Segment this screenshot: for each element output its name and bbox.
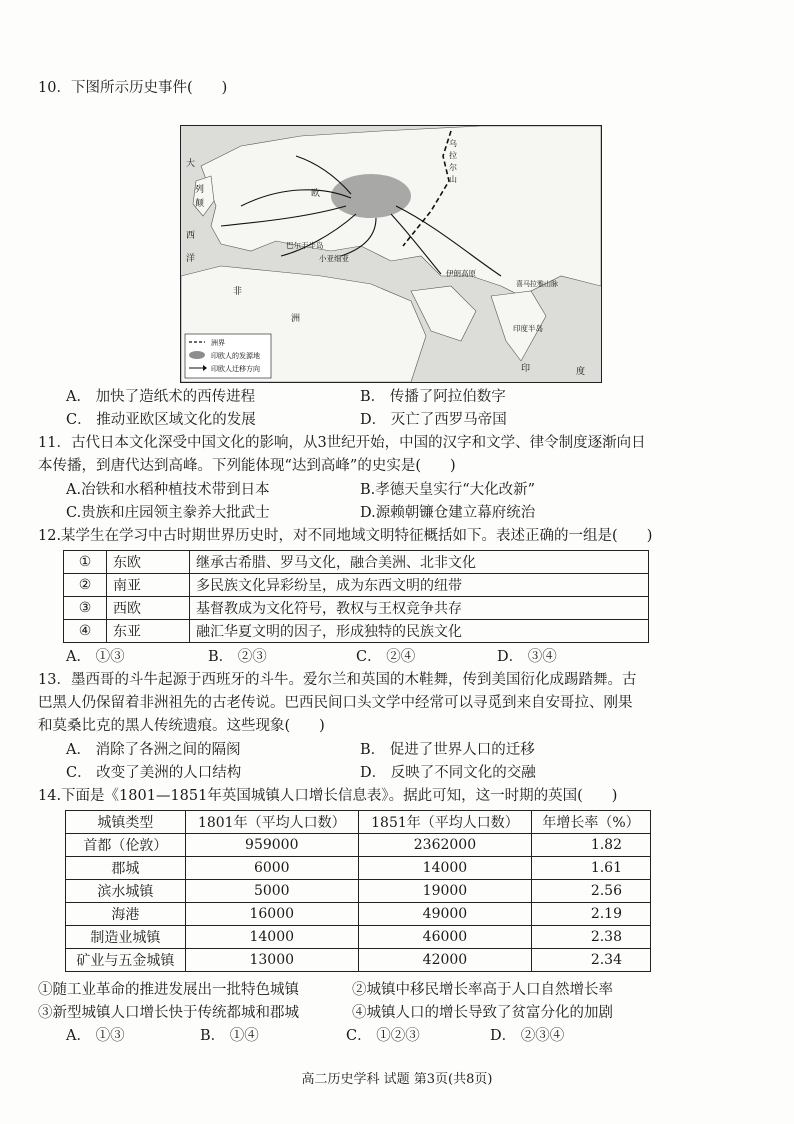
q10-option-d[interactable]: D． 灭亡了西罗马帝国 (360, 412, 507, 428)
q14-cell-type: 矿业与五金城镇 (66, 949, 186, 972)
q14-cell-1801: 5000 (185, 880, 358, 903)
legend-migration: 印欧人迁移方向 (211, 365, 260, 373)
q14-statement-1: ①随工业革命的推进发展出一批特色城镇 (38, 982, 299, 998)
q12-cell-region: 东亚 (107, 620, 190, 643)
q14-table (65, 810, 651, 972)
q12-cell-region: 西欧 (107, 597, 190, 620)
q14-header: 1851年（平均人口数） (358, 811, 531, 834)
q12-stem: 12.某学生在学习中古时期世界历史时，对不同地域文明特征概括如下。表述正确的一组是( ) (38, 528, 653, 544)
q14-cell-type: 郡城 (66, 857, 186, 880)
q14-cell-type: 制造业城镇 (66, 926, 186, 949)
map-label-yin: 印 (521, 364, 531, 374)
q12-cell-desc: 基督教成为文化符号，教权与王权竞争共存 (190, 597, 649, 620)
q12-cell-num: ② (64, 574, 107, 597)
table-row (64, 597, 649, 620)
q12-table (63, 550, 649, 643)
q14-statement-3: ③新型城镇人口增长快于传统都城和郡城 (38, 1005, 299, 1021)
table-row (64, 551, 649, 574)
q11-option-c[interactable]: C.贵族和庄园领主豢养大批武士 (66, 505, 270, 521)
q12-cell-desc: 融汇华夏文明的因子，形成独特的民族文化 (190, 620, 649, 643)
legend-swatch-homeland (189, 351, 205, 359)
q14-cell-1801: 13000 (185, 949, 358, 972)
q14-cell-rate: 2.38 (532, 926, 651, 949)
map-label-zhou: 洲 (291, 314, 301, 324)
q13-option-c[interactable]: C． 改变了美洲的人口结构 (66, 765, 242, 781)
table-row (66, 926, 651, 949)
q12-cell-num: ① (64, 551, 107, 574)
q14-cell-type: 滨水城镇 (66, 880, 186, 903)
q14-statement-2: ②城镇中移民增长率高于人口自然增长率 (352, 982, 613, 998)
q10-stem: 10．下图所示历史事件( ) (38, 80, 228, 96)
q14-cell-1801: 6000 (185, 857, 358, 880)
q14-cell-1801: 14000 (185, 926, 358, 949)
q12-cell-region: 东欧 (107, 551, 190, 574)
q14-cell-1851: 49000 (358, 903, 531, 926)
q10-option-c[interactable]: C． 推动亚欧区域文化的发展 (66, 412, 256, 428)
q14-cell-type: 首都（伦敦） (66, 834, 186, 857)
legend-homeland: 印欧人的发源地 (211, 352, 260, 360)
q12-cell-desc: 多民族文化异彩纷呈，成为东西文明的纽带 (190, 574, 649, 597)
table-row (66, 834, 651, 857)
q13-option-d[interactable]: D． 反映了不同文化的交融 (360, 765, 536, 781)
q14-option-b[interactable]: B． ①④ (200, 1028, 259, 1044)
map-label-ural-1: 乌 (449, 139, 457, 148)
table-row (66, 949, 651, 972)
table-row (66, 880, 651, 903)
q10-option-a[interactable]: A． 加快了造纸术的西传进程 (66, 389, 256, 405)
q12-cell-region: 南亚 (107, 574, 190, 597)
map-label-yang: 洋 (186, 254, 196, 264)
q12-cell-num: ④ (64, 620, 107, 643)
q13-stem-line3: 和莫桑比克的黑人传统遗痕。这些现象( ) (38, 718, 325, 734)
map-label-du: 度 (576, 367, 586, 377)
q14-statement-4: ④城镇人口的增长导致了贫富分化的加剧 (352, 1005, 613, 1021)
q11-stem-line2: 本传播，到唐代达到高峰。下列能体现“达到高峰”的史实是( ) (38, 458, 456, 474)
q12-cell-desc: 继承古希腊、罗马文化，融合美洲、北非文化 (190, 551, 649, 574)
q11-option-b[interactable]: B.孝德天皇实行“大化改新” (360, 482, 536, 498)
q14-cell-1801: 959000 (185, 834, 358, 857)
map-label-ural-2: 拉 (449, 151, 457, 160)
q14-cell-1851: 42000 (358, 949, 531, 972)
q14-cell-rate: 2.19 (532, 903, 651, 926)
q14-stem: 14.下面是《1801—1851年英国城镇人口增长信息表》。据此可知，这一时期的英国( ) (38, 788, 618, 804)
map-label-xi: 西 (186, 231, 196, 241)
migration-map (180, 125, 602, 383)
q13-stem-line2: 巴黑人仍保留着非洲祖先的古老传说。巴西民间口头文学中经常可以寻觅到来自安哥拉、刚果 (38, 695, 633, 711)
q12-option-a[interactable]: A． ①③ (66, 649, 125, 665)
q14-cell-1801: 16000 (185, 903, 358, 926)
map-label-ou: 欧 (311, 189, 321, 199)
q14-cell-type: 海港 (66, 903, 186, 926)
map-legend (185, 334, 271, 378)
map-label-ural-4: 山 (449, 175, 457, 184)
q12-cell-num: ③ (64, 597, 107, 620)
q11-option-a[interactable]: A.冶铁和水稻种植技术带到日本 (66, 482, 270, 498)
table-row (66, 857, 651, 880)
table-row (66, 903, 651, 926)
q14-option-c[interactable]: C． ①②③ (346, 1028, 420, 1044)
map-label-ural-3: 尔 (449, 163, 457, 172)
table-row (64, 620, 649, 643)
q14-cell-1851: 14000 (358, 857, 531, 880)
map-label-dian: 颠 (195, 199, 205, 209)
homeland-area (331, 174, 411, 218)
q12-option-c[interactable]: C． ②④ (356, 649, 416, 665)
q14-header: 城镇类型 (66, 811, 186, 834)
q11-stem-line1: 11．古代日本文化深受中国文化的影响，从3世纪开始，中国的汉字和文学、律令制度逐渐向日 (38, 435, 646, 451)
map-label-da: 大 (186, 159, 196, 169)
q14-cell-rate: 2.56 (532, 880, 651, 903)
table-row (64, 574, 649, 597)
q12-option-b[interactable]: B． ②③ (208, 649, 267, 665)
q14-cell-1851: 46000 (358, 926, 531, 949)
q12-option-d[interactable]: D． ③④ (497, 649, 557, 665)
q13-stem-line1: 13．墨西哥的斗牛起源于西班牙的斗牛。爱尔兰和英国的木鞋舞，传到美国衍化成踢踏舞。古 (38, 672, 637, 688)
q14-option-a[interactable]: A． ①③ (66, 1028, 125, 1044)
q13-option-a[interactable]: A． 消除了各洲之间的隔阂 (66, 742, 241, 758)
q11-option-d[interactable]: D.源赖朝镰仓建立幕府统治 (360, 505, 536, 521)
map-label-himalaya: 喜马拉雅山脉 (516, 280, 558, 288)
map-label-iran: 伊朗高原 (446, 269, 476, 278)
map-label-asia-minor: 小亚细亚 (319, 254, 349, 263)
q14-cell-rate: 1.82 (532, 834, 651, 857)
q14-cell-rate: 1.61 (532, 857, 651, 880)
q14-header: 年增长率（%） (532, 811, 651, 834)
legend-boundary: 洲界 (211, 339, 225, 347)
table-header-row (66, 811, 651, 834)
q13-option-b[interactable]: B． 促进了世界人口的迁移 (360, 742, 535, 758)
q14-cell-rate: 2.34 (532, 949, 651, 972)
q14-header: 1801年（平均人口数） (185, 811, 358, 834)
map-svg (181, 126, 601, 382)
q14-cell-1851: 2362000 (358, 834, 531, 857)
page-footer: 高二历史学科 试题 第3页(共8页) (301, 1072, 493, 1087)
q14-cell-1851: 19000 (358, 880, 531, 903)
map-label-india: 印度半岛 (513, 324, 543, 333)
q10-option-b[interactable]: B． 传播了阿拉伯数字 (360, 389, 506, 405)
map-label-balkan: 巴尔干半岛 (286, 241, 324, 250)
map-label-fei: 非 (233, 287, 243, 297)
map-label-lie: 列 (195, 185, 205, 195)
q14-option-d[interactable]: D． ②③④ (490, 1028, 565, 1044)
